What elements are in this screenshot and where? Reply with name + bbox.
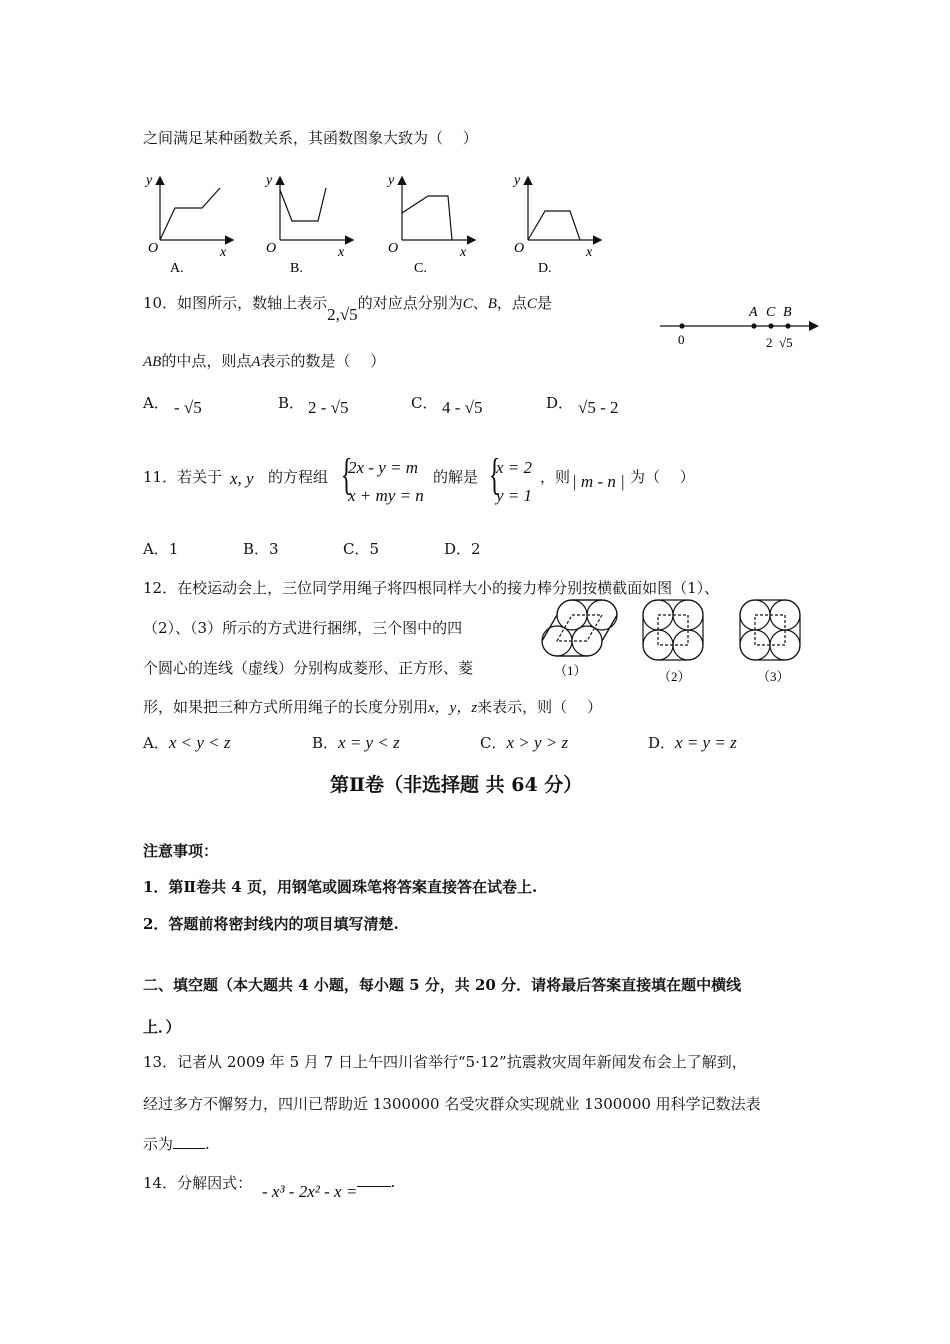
graph-d: [512, 173, 600, 276]
notice-1: 1．第Ⅱ卷共 4 页，用钢笔或圆珠笔将答案直接答在试卷上.: [143, 878, 538, 896]
graph-b-o: O: [266, 241, 277, 256]
graph-a-label: A.: [170, 261, 184, 276]
svg-text:√5: √5: [779, 335, 793, 350]
graph-b-label: B.: [290, 261, 303, 276]
q10-stem: 10．如图所示，数轴上表示2,√5的对应点分别为C、B，点C是: [143, 294, 552, 324]
section2-line2: 上．）: [143, 1018, 181, 1036]
graph-b-x: x: [338, 245, 345, 260]
graph-a-o: O: [148, 241, 159, 256]
graph-a: [144, 173, 232, 276]
notice-head: 注意事项：: [143, 842, 219, 860]
q13-line3: 示为 .: [143, 1135, 210, 1153]
svg-text:C: C: [766, 305, 776, 320]
graph-c-label: C.: [414, 261, 427, 276]
svg-text:2: 2: [766, 335, 773, 350]
q12-option-b: B．x = y < z: [312, 733, 400, 752]
section2-line1: 二、填空题（本大题共 4 小题，每小题 5 分，共 20 分．请将最后答案直接填在题中横线: [143, 976, 742, 994]
q11-vars: x, y: [230, 469, 254, 488]
q12-figure-2-label: （2）: [658, 669, 691, 684]
q13-line2: 经过多方不懈努力，四川已帮助近 1300000 名受灾群众实现就业 1300000 用科学记数法表: [143, 1095, 761, 1113]
notice-2: 2．答题前将密封线内的项目填写清楚.: [143, 915, 399, 933]
q10-option-c-value: 4 - √5: [442, 398, 483, 417]
q13-answer-blank[interactable]: [173, 1134, 205, 1149]
svg-text:B: B: [783, 305, 792, 320]
q14-expr: - x³ - 2x² - x =.: [262, 1172, 396, 1201]
q10-option-a: A．: [143, 394, 169, 412]
q10-option-b: B．: [278, 394, 305, 412]
q13-line1: 13．记者从 2009 年 5 月 7 日上午四川省举行“5·12”抗震救灾周年新闻发布会上了解到，: [143, 1053, 747, 1071]
q12-figure-1: [542, 600, 617, 656]
graph-d-label: D.: [538, 261, 552, 276]
q14-answer-blank[interactable]: [357, 1172, 391, 1187]
q12-option-d: D．x = y = z: [648, 733, 737, 752]
graph-a-y: y: [146, 173, 153, 188]
q10-line2: AB的中点，则点A表示的数是（ ）: [143, 352, 386, 370]
q12-line4: 形，如果把三种方式所用绳子的长度分别用x，y，z来表示，则（ ）: [143, 698, 602, 716]
q11-option-b: B．3: [243, 540, 279, 558]
q11-stem-d: ，则: [540, 468, 571, 486]
graph-c-y: y: [388, 173, 395, 188]
q12-figure-2: [643, 600, 703, 660]
graph-c: [386, 173, 474, 276]
q11-abs-expr: | m - n |: [572, 472, 625, 491]
q10-option-b-value: 2 - √5: [308, 398, 349, 417]
q11-sol2: y = 1: [496, 486, 533, 505]
q10-option-a-value: - √5: [174, 398, 202, 417]
q9-stem: 之间满足某种函数关系，其函数图象大致为（ ）: [143, 129, 478, 147]
q10-number-line: [655, 300, 825, 355]
svg-text:0: 0: [678, 332, 685, 347]
q11-brace-2: {: [488, 450, 501, 499]
q11-stem-c: 的解是: [433, 468, 479, 486]
graph-b-y: y: [266, 173, 273, 188]
q12-option-c: C．x > y > z: [480, 733, 569, 752]
q12-line3: 个圆心的连线（虚线）分别构成菱形、正方形、菱: [143, 659, 474, 677]
q12-figure-1-label: （1）: [554, 663, 587, 678]
q12-figure-3: [740, 600, 800, 660]
q11-stem-a: 11．若关于: [143, 468, 223, 486]
q12-figures: [525, 595, 815, 690]
q10-option-d: D．: [546, 394, 574, 412]
q11-option-a: A．1: [143, 540, 179, 558]
part2-title: 第Ⅱ卷（非选择题 共 64 分）: [330, 774, 583, 796]
graph-a-x: x: [220, 245, 227, 260]
q11-eq2: x + my = n: [348, 486, 424, 505]
graph-b: [264, 173, 352, 276]
graph-c-o: O: [388, 241, 399, 256]
q10-option-c: C．: [411, 394, 438, 412]
q11-option-c: C．5: [343, 540, 380, 558]
q11-brace-1: {: [340, 450, 353, 499]
q11-sol1: x = 2: [496, 458, 533, 477]
q11-option-d: D．2: [444, 540, 481, 558]
graph-c-x: x: [460, 245, 467, 260]
q14-stem: 14．分解因式：: [143, 1174, 253, 1192]
q11-stem-e: 为（ ）: [630, 468, 695, 486]
q12-option-a: A．x < y < z: [143, 733, 231, 752]
graph-d-y: y: [514, 173, 521, 188]
q12-figure-3-label: （3）: [757, 669, 790, 684]
svg-text:A: A: [749, 305, 758, 320]
graph-d-x: x: [586, 245, 593, 260]
q12-line2: （2）、（3）所示的方式进行捆绑，三个图中的四: [143, 619, 463, 637]
q9-graphs: [130, 168, 620, 280]
q10-option-d-value: √5 - 2: [578, 398, 619, 417]
q12-line1: 12．在校运动会上，三位同学用绳子将四根同样大小的接力棒分别按横截面如图（1）、: [143, 579, 720, 597]
q11-eq1: 2x - y = m: [348, 458, 419, 477]
graph-d-o: O: [514, 241, 525, 256]
q11-stem-b: 的方程组: [268, 468, 329, 486]
